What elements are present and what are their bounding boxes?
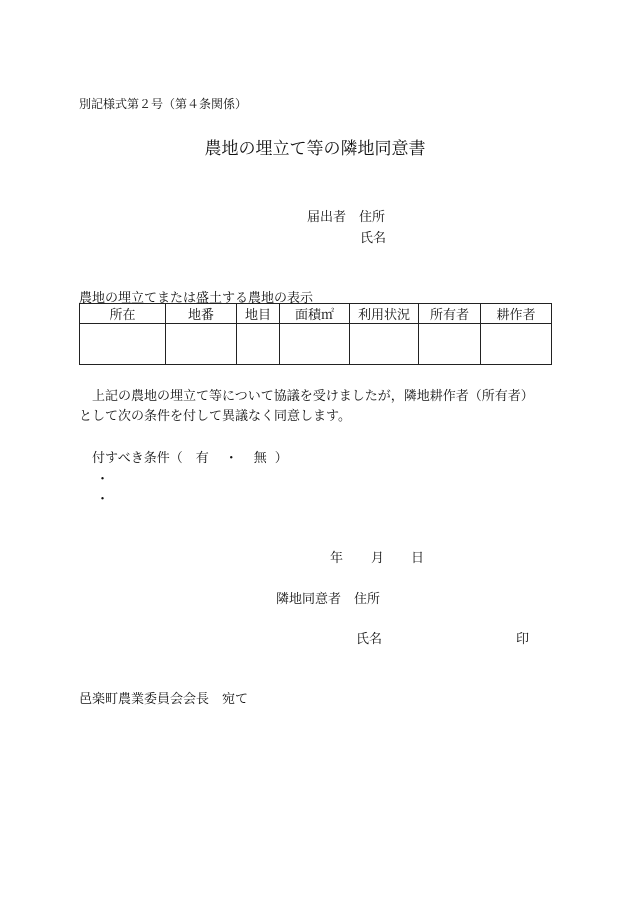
consenter-role: 隣地同意者 bbox=[276, 592, 342, 607]
conditions-row bbox=[92, 447, 288, 466]
consent-paragraph-line: として次の条件を付して異議なく同意します。 bbox=[79, 409, 351, 424]
condition-option-no: 無 bbox=[253, 451, 267, 466]
table-cell bbox=[350, 324, 419, 365]
table-cell bbox=[419, 324, 481, 365]
consenter-name-label: 氏名 bbox=[356, 632, 383, 647]
table-cell bbox=[481, 324, 552, 365]
consenter-address-row bbox=[276, 588, 380, 607]
consent-paragraph-line: 上記の農地の埋立て等について協議を受けましたが，隣地耕作者（所有者） bbox=[92, 389, 534, 404]
table-cell bbox=[166, 324, 237, 365]
conditions-label: 付すべき条件（ bbox=[92, 451, 183, 466]
form-number: 別記様式第２号（第４条関係） bbox=[79, 97, 248, 111]
condition-separator: ・ bbox=[224, 451, 238, 466]
column-header-location: 所在 bbox=[80, 304, 166, 324]
document-title: 農地の埋立て等の隣地同意書 bbox=[204, 139, 426, 159]
column-header-land-category: 地目 bbox=[237, 304, 280, 324]
condition-option-yes: 有 bbox=[195, 451, 209, 466]
notifier-role: 届出者 bbox=[307, 210, 347, 225]
consent-paragraph bbox=[79, 387, 559, 427]
date-day: 日 bbox=[411, 551, 425, 566]
condition-bullet: ・ bbox=[96, 472, 110, 487]
table-cell bbox=[280, 324, 350, 365]
addressee: 邑楽町農業委員会会長 宛て bbox=[79, 692, 249, 707]
table-cell bbox=[80, 324, 166, 365]
land-table-header-row bbox=[80, 304, 552, 324]
seal-mark: 印 bbox=[516, 632, 530, 647]
condition-bullet: ・ bbox=[96, 492, 110, 507]
consenter-address-label: 住所 bbox=[354, 592, 381, 607]
column-header-cultivator: 耕作者 bbox=[481, 304, 552, 324]
land-table-caption: 農地の埋立てまたは盛土する農地の表示 bbox=[79, 291, 314, 306]
notifier-address-row bbox=[307, 206, 385, 225]
date-year: 年 bbox=[330, 551, 344, 566]
column-header-owner: 所有者 bbox=[419, 304, 481, 324]
table-row bbox=[80, 324, 552, 365]
date-month: 月 bbox=[371, 551, 385, 566]
conditions-close: ） bbox=[274, 451, 288, 466]
column-header-usage: 利用状況 bbox=[350, 304, 419, 324]
table-cell bbox=[237, 324, 280, 365]
notifier-name-row bbox=[360, 227, 386, 246]
land-table bbox=[79, 303, 552, 365]
column-header-area: 面積㎡ bbox=[280, 304, 350, 324]
notifier-address-label: 住所 bbox=[359, 210, 386, 225]
column-header-lot-number: 地番 bbox=[166, 304, 237, 324]
notifier-name-label: 氏名 bbox=[360, 231, 387, 246]
